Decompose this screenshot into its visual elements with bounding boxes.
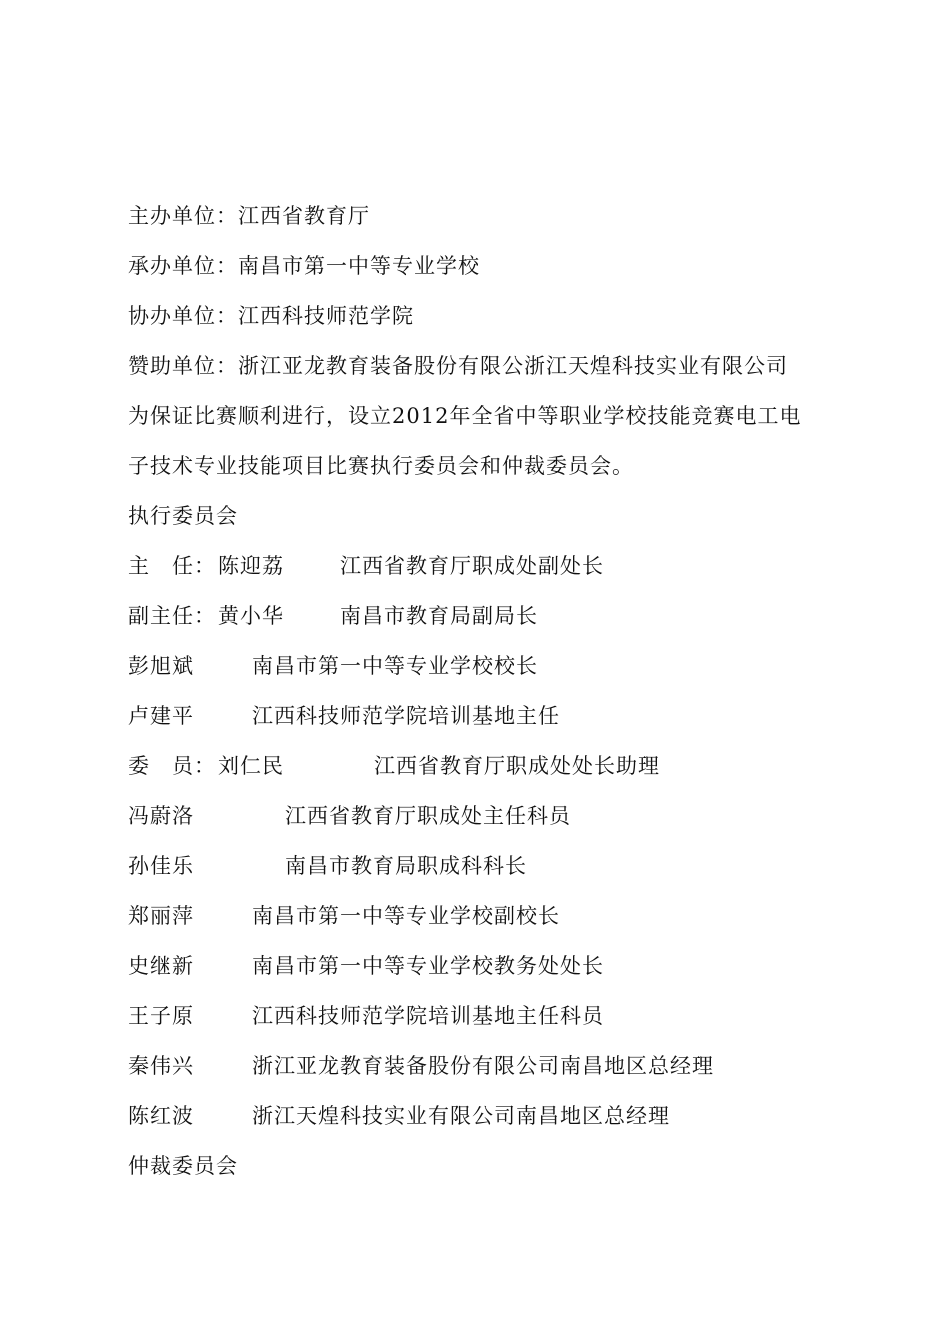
member-name: 王子原 [128,1004,194,1028]
member-title: 江西省教育厅职成处副处长 [340,554,604,578]
member-name: 卢建平 [128,704,194,728]
intro-line-2: 子技术专业技能项目比赛执行委员会和仲裁委员会。 [128,454,634,478]
organizer-sponsor [128,352,788,380]
role-label: 委 员： [128,754,216,778]
member-title: 南昌市第一中等专业学校教务处处长 [252,954,604,978]
member-name: 黄小华 [218,604,284,628]
member-title: 南昌市教育局副局长 [340,604,538,628]
role-label: 副主任： [128,604,216,628]
organizer-value: 南昌市第一中等专业学校 [238,254,480,278]
member-name: 彭旭斌 [128,654,194,678]
organizer-label: 承办单位： [128,254,238,278]
member-title: 江西省教育厅职成处处长助理 [374,754,660,778]
organizer-value: 浙江亚龙教育装备股份有限公浙江天煌科技实业有限公司 [238,354,788,378]
member-title: 南昌市第一中等专业学校校长 [252,654,538,678]
organizer-undertaker [128,252,480,280]
member-name: 郑丽萍 [128,904,194,928]
member-title: 南昌市教育局职成科科长 [285,854,527,878]
member-name: 刘仁民 [218,754,284,778]
organizer-label: 主办单位： [128,204,238,228]
organizer-label: 赞助单位： [128,354,238,378]
member-name: 陈迎荔 [218,554,284,578]
member-name: 冯蔚洛 [128,804,194,828]
intro-line-1: 为保证比赛顺利进行，设立2012年全省中等职业学校技能竞赛电工电 [128,404,802,428]
member-title: 江西科技师范学院培训基地主任科员 [252,1004,604,1028]
member-title: 浙江天煌科技实业有限公司南昌地区总经理 [252,1104,670,1128]
member-title: 浙江亚龙教育装备股份有限公司南昌地区总经理 [252,1054,714,1078]
member-title: 江西科技师范学院培训基地主任 [252,704,560,728]
arb-committee-heading: 仲裁委员会 [128,1154,238,1178]
exec-committee-heading: 执行委员会 [128,504,238,528]
member-name: 史继新 [128,954,194,978]
organizer-label: 协办单位： [128,304,238,328]
organizer-value: 江西省教育厅 [238,204,370,228]
organizer-co-host [128,302,414,330]
member-title: 南昌市第一中等专业学校副校长 [252,904,560,928]
role-label: 主 任： [128,554,216,578]
member-name: 陈红波 [128,1104,194,1128]
member-name: 孙佳乐 [128,854,194,878]
member-title: 江西省教育厅职成处主任科员 [285,804,571,828]
member-name: 秦伟兴 [128,1054,194,1078]
organizer-host [128,202,370,230]
organizer-value: 江西科技师范学院 [238,304,414,328]
